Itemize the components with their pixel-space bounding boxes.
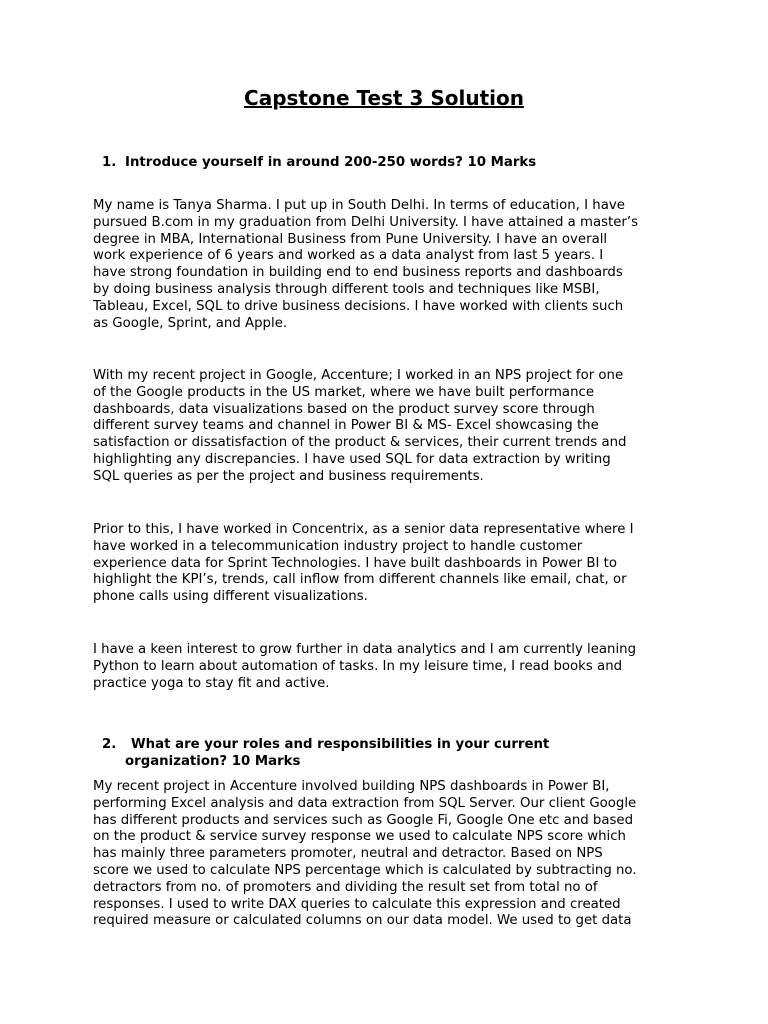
q1-paragraph-3 xyxy=(93,522,683,606)
paragraph-line: With my recent project in Google, Accenture; I worked in an NPS project for one xyxy=(93,368,624,383)
paragraph-line: Tableau, Excel, SQL to drive business decisions. I have worked with clients such xyxy=(93,298,624,314)
paragraph-line: responses. I used to write DAX queries to calculate this expression and created xyxy=(93,896,621,912)
paragraph-line: by doing business analysis through different tools and techniques like MSBI, xyxy=(93,281,600,297)
paragraph-line: have worked in a telecommunication industry project to handle customer xyxy=(93,538,583,554)
paragraph-line: have strong foundation in building end to end business reports and dashboards xyxy=(93,265,623,281)
paragraph-line: experience data for Sprint Technologies. I have built dashboards in Power BI to xyxy=(93,555,617,571)
paragraph-line: degree in MBA, International Business from Pune University. I have an overall xyxy=(93,231,608,247)
paragraph-line: satisfaction or dissatisfaction of the product & services, their current trends and xyxy=(93,435,627,451)
paragraph-line: phone calls using different visualizations. xyxy=(93,589,368,605)
paragraph-line: Python to learn about automation of tasks. In my leisure time, I read books and xyxy=(93,658,623,674)
question-1-heading xyxy=(102,154,662,171)
question-1-number: 1. xyxy=(102,155,117,170)
paragraph-line: required measure or calculated columns on our data model. We used to get data xyxy=(93,913,632,929)
question-1-text: Introduce yourself in around 200-250 words? 10 Marks xyxy=(125,155,537,170)
paragraph-line: as Google, Sprint, and Apple. xyxy=(93,315,288,331)
q1-paragraph-2 xyxy=(93,368,683,486)
document-title: Capstone Test 3 Solution xyxy=(244,86,524,110)
question-2-text-line-2: organization? 10 Marks xyxy=(125,754,301,769)
paragraph-line: practice yoga to stay fit and active. xyxy=(93,675,330,691)
question-2-heading xyxy=(102,736,662,770)
question-2-number: 2. xyxy=(102,737,117,752)
paragraph-line: pursued B.com in my graduation from Delhi University. I have attained a master’s xyxy=(93,214,639,230)
q1-paragraph-4 xyxy=(93,642,683,692)
q2-paragraph-1 xyxy=(93,779,683,930)
question-2-text-line-1: What are your roles and responsibilities in your current xyxy=(131,737,550,752)
paragraph-line: My recent project in Accenture involved building NPS dashboards in Power BI, xyxy=(93,779,610,794)
paragraph-line: I have a keen interest to grow further in data analytics and I am currently leaning xyxy=(93,642,637,657)
paragraph-line: of the Google products in the US market, where we have built performance xyxy=(93,384,594,400)
paragraph-line: different survey teams and channel in Power BI & MS- Excel showcasing the xyxy=(93,418,599,434)
paragraph-line: Prior to this, I have worked in Concentrix, as a senior data representative where I xyxy=(93,522,634,537)
q1-paragraph-1 xyxy=(93,198,683,332)
paragraph-line: performing Excel analysis and data extraction from SQL Server. Our client Google xyxy=(93,795,637,811)
paragraph-line: SQL queries as per the project and business requirements. xyxy=(93,468,484,484)
paragraph-line: work experience of 6 years and worked as a data analyst from last 5 years. I xyxy=(93,248,604,264)
paragraph-line: highlight the KPI’s, trends, call inflow from different channels like email, chat, or xyxy=(93,572,627,588)
paragraph-line: highlighting any discrepancies. I have used SQL for data extraction by writing xyxy=(93,451,611,467)
paragraph-line: detractors from no. of promoters and dividing the result set from total no of xyxy=(93,879,598,895)
paragraph-line: on the product & service survey response we used to calculate NPS score which xyxy=(93,829,626,845)
paragraph-line: has mainly three parameters promoter, neutral and detractor. Based on NPS xyxy=(93,846,603,862)
paragraph-line: My name is Tanya Sharma. I put up in South Delhi. In terms of education, I have xyxy=(93,198,625,213)
paragraph-line: dashboards, data visualizations based on the product survey score through xyxy=(93,401,595,417)
paragraph-line: score we used to calculate NPS percentage which is calculated by subtracting no. xyxy=(93,862,637,878)
paragraph-line: has different products and services such as Google Fi, Google One etc and based xyxy=(93,812,634,828)
